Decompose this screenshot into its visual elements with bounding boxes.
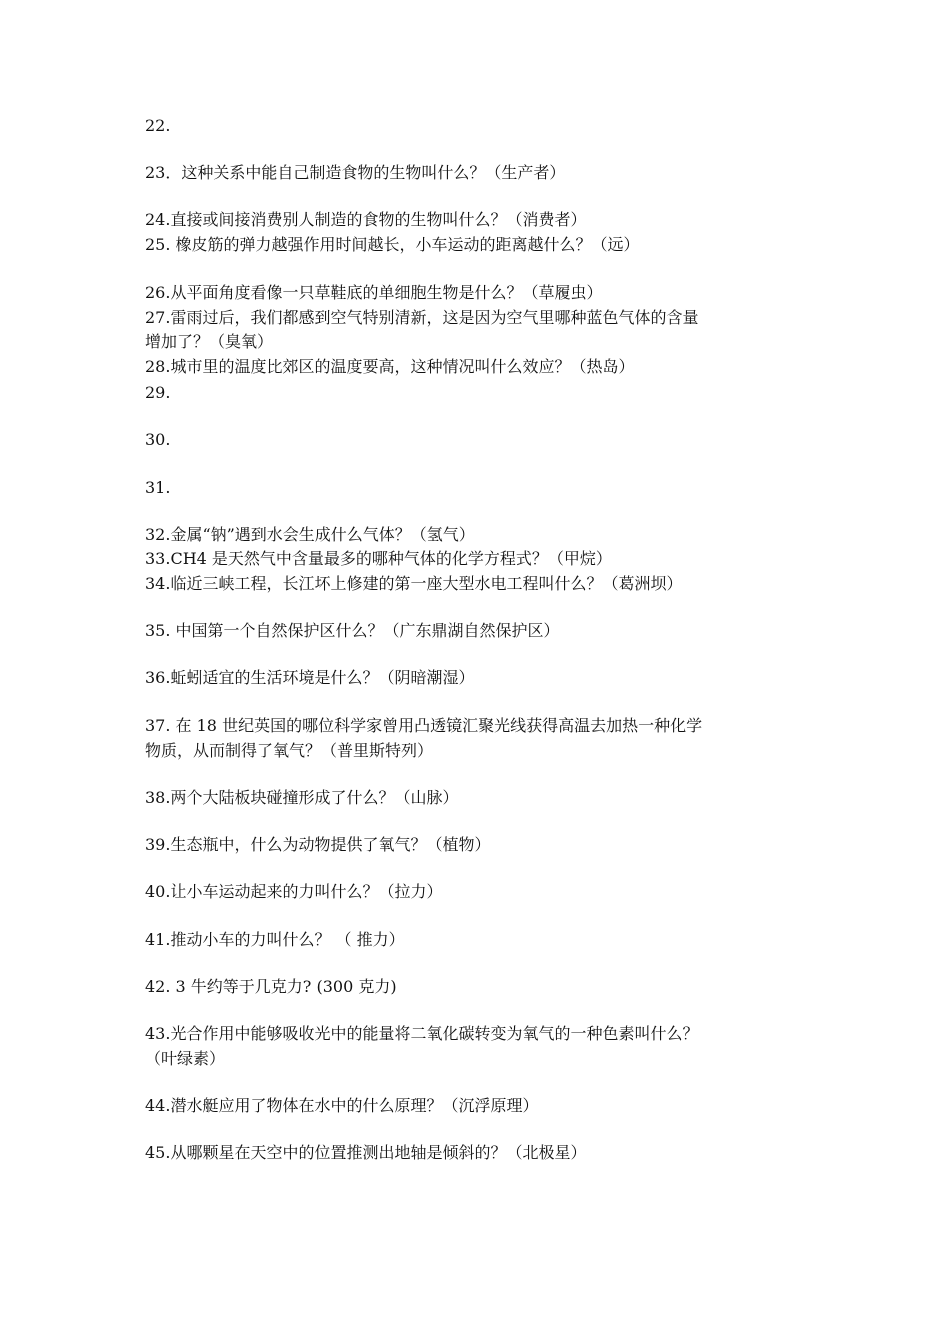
question-44: 44.潜水艇应用了物体在水中的什么原理？（沉浮原理） [145,1096,539,1115]
question-35: 35. 中国第一个自然保护区什么？（广东鼎湖自然保护区） [145,621,560,640]
question-24: 24.直接或间接消费别人制造的食物的生物叫什么？（消费者） [145,210,587,229]
question-43-line-2: （叶绿素） [145,1049,226,1068]
question-38: 38.两个大陆板块碰撞形成了什么？（山脉） [145,788,459,807]
question-27-line-1: 27.雷雨过后，我们都感到空气特别清新，这是因为空气里哪种蓝色气体的含量 [145,308,699,327]
question-45: 45.从哪颗星在天空中的位置推测出地轴是倾斜的？（北极星） [145,1143,587,1162]
question-30: 30. [145,430,171,449]
question-36: 36.蚯蚓适宜的生活环境是什么？（阴暗潮湿） [145,668,475,687]
question-31: 31. [145,478,171,497]
question-22: 22. [145,116,171,135]
question-26: 26.从平面角度看像一只草鞋底的单细胞生物是什么？（草履虫） [145,283,603,302]
question-33: 33.CH4 是天然气中含量最多的哪种气体的化学方程式？（甲烷） [145,549,612,568]
question-28: 28.城市里的温度比郊区的温度要高，这种情况叫什么效应？（热岛） [145,357,635,376]
question-25: 25. 橡皮筋的弹力越强作用时间越长，小车运动的距离越什么？（远） [145,235,640,254]
question-40: 40.让小车运动起来的力叫什么？（拉力） [145,882,443,901]
question-39: 39.生态瓶中，什么为动物提供了氧气？（植物） [145,835,491,854]
question-43-line-1: 43.光合作用中能够吸收光中的能量将二氧化碳转变为氧气的一种色素叫什么？ [145,1024,699,1043]
question-29: 29. [145,383,171,402]
question-37-line-1: 37. 在 18 世纪英国的哪位科学家曾用凸透镜汇聚光线获得高温去加热一种化学 [145,716,703,735]
question-23: 23．这种关系中能自己制造食物的生物叫什么？（生产者） [145,163,566,182]
question-32: 32.金属“钠”遇到水会生成什么气体？（氢气） [145,525,475,544]
question-37-line-2: 物质，从而制得了氧气？（普里斯特列） [145,741,434,760]
question-41: 41.推动小车的力叫什么？ （ 推力） [145,930,405,949]
question-34: 34.临近三峡工程，长江坏上修建的第一座大型水电工程叫什么？（葛洲坝） [145,574,683,593]
question-27-line-2: 增加了？（臭氧） [145,332,274,351]
question-42: 42. 3 牛约等于几克力? (300 克力) [145,977,397,996]
